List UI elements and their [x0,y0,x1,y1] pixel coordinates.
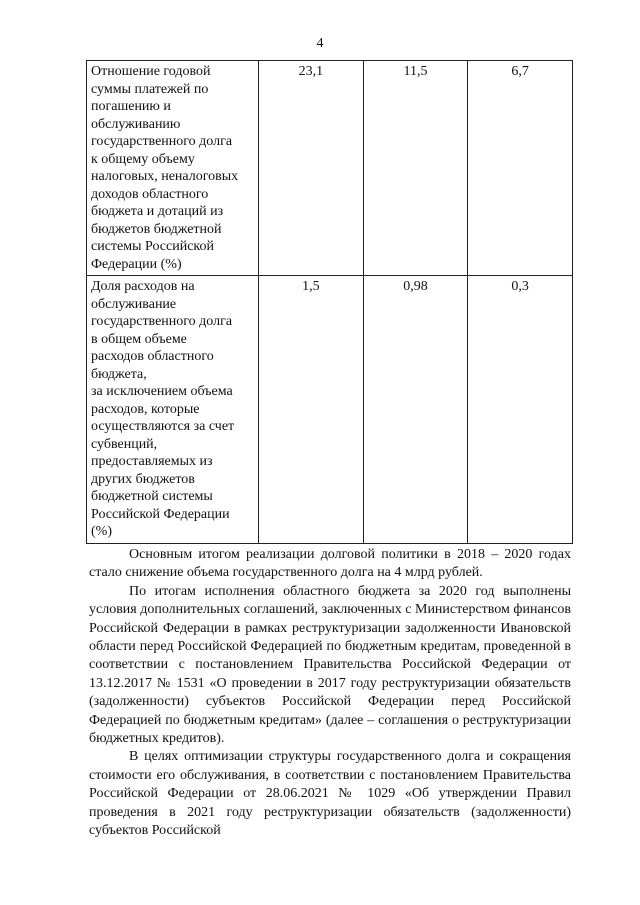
indicator-label: Отношение годовой суммы платежей по погашению и обслуживанию государственного долга к общему объему налоговых, неналоговых доходов областного бюджета и дотаций из бюджетов бюджетной системы Российской Федерации (%) [87,61,259,276]
paragraph: В целях оптимизации структуры государственного долга и сокращения стоимости его обслуживания, в соответствии с постановлением Правительства Российской Федерации от 28.06.2021 № 1029 «Об утверждении Правил проведения в 2021 году реструктуризации обязательств (задолженности) субъектов Российской [89,749,571,839]
page-number: 4 [316,36,324,51]
paragraph: По итогам исполнения областного бюджета за 2020 год выполнены условия дополнительных соглашений, заключенных с Министерством финансов Российской Федерации в рамках реструктуризации задолженности Ивановской области перед Российской Федерацией по бюджетным кредитам, проведенной в соответствии с постановлением Правительства Российской Федерации от 13.12.2017 № 1531 «О проведении в 2017 году реструктуризации обязательств (задолженности) субъектов Российской Федерации перед Российской Федерацией по бюджетным кредитам» (далее – соглашения о реструктуризации бюджетных кредитов). [89,583,571,747]
indicator-value: 0,98 [363,276,468,544]
indicator-value: 1,5 [259,276,364,544]
indicator-value: 11,5 [363,61,468,276]
debt-indicators-table [86,60,573,544]
table-row [87,61,573,276]
body-text [89,546,571,841]
indicator-value: 23,1 [259,61,364,276]
indicator-label: Доля расходов на обслуживание государственного долга в общем объеме расходов областного бюджета, за исключением объема расходов, которые осуществляются за счет субвенций, предоставляемых из других бюджетов бюджетной системы Российской Федерации (%) [87,276,259,544]
indicator-value: 6,7 [468,61,573,276]
indicator-value: 0,3 [468,276,573,544]
paragraph: Основным итогом реализации долговой политики в 2018 – 2020 годах стало снижение объема государственного долга на 4 млрд рублей. [89,547,571,581]
table-row [87,276,573,544]
